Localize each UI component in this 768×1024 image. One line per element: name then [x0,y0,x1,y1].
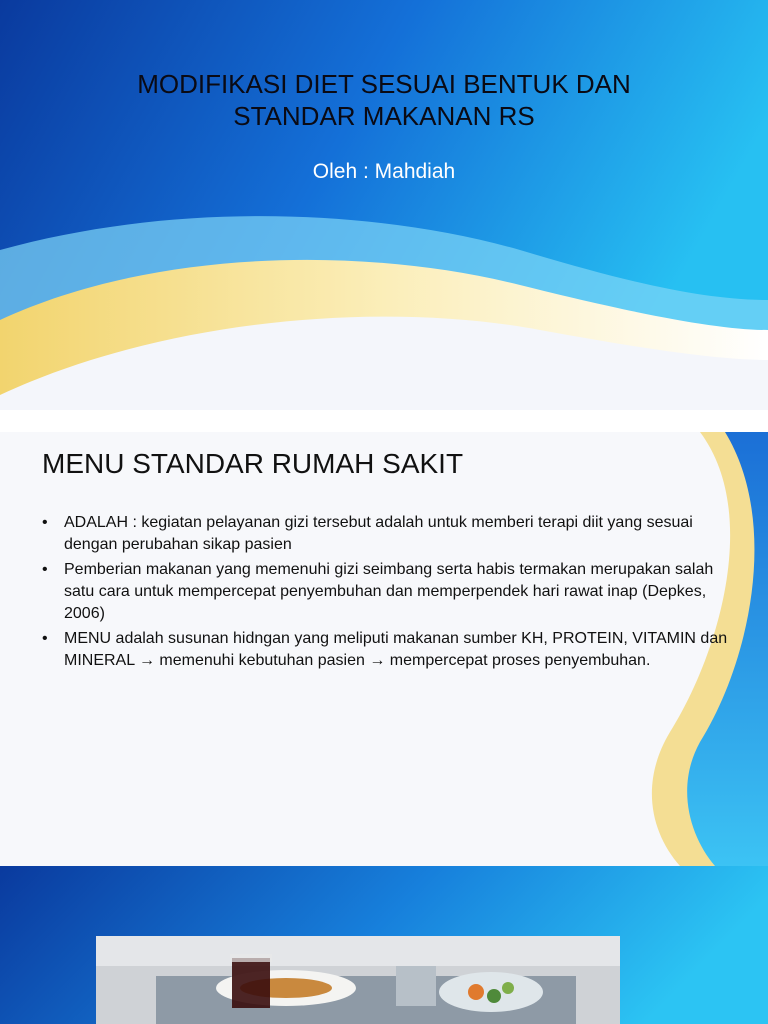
bullet-dot-icon: • [42,514,48,531]
bullet-list [40,512,730,675]
slide-title: MODIFIKASI DIET SESUAI BENTUK DAN STANDAR MAKANAN RS [137,69,631,131]
hospital-meal-photo [96,936,620,1024]
slide-heading: MENU STANDAR RUMAH SAKIT [42,448,464,479]
bullet-item [40,559,730,625]
title-slide [0,0,768,410]
photo-slide [0,866,768,1024]
slide-author: Oleh : Mahdiah [312,160,456,183]
bullet-item [40,628,730,672]
bullet-dot-icon: • [42,561,48,578]
bullet-text: Pemberian makanan yang memenuhi gizi seimbang serta habis termakan merupakan salah satu cara untuk mempercepat penyembuhan dan memperpendek hari rawat inap (Depkes, 2006) [64,561,714,622]
bullet-text: MENU adalah susunan hidngan yang meliputi makanan sumber KH, PROTEIN, VITAMIN dan MINERAL → memenuhi kebutuhan pasien → mempercepat proses penyembuhan. [64,630,728,669]
bullet-text: ADALAH : kegiatan pelayanan gizi tersebut adalah untuk memberi terapi diit yang sesuai dengan perubahan sikap pasien [64,514,693,553]
bullet-item [40,512,730,556]
bullet-dot-icon: • [42,630,48,647]
title-slide-background [0,0,768,410]
content-slide [0,432,768,866]
